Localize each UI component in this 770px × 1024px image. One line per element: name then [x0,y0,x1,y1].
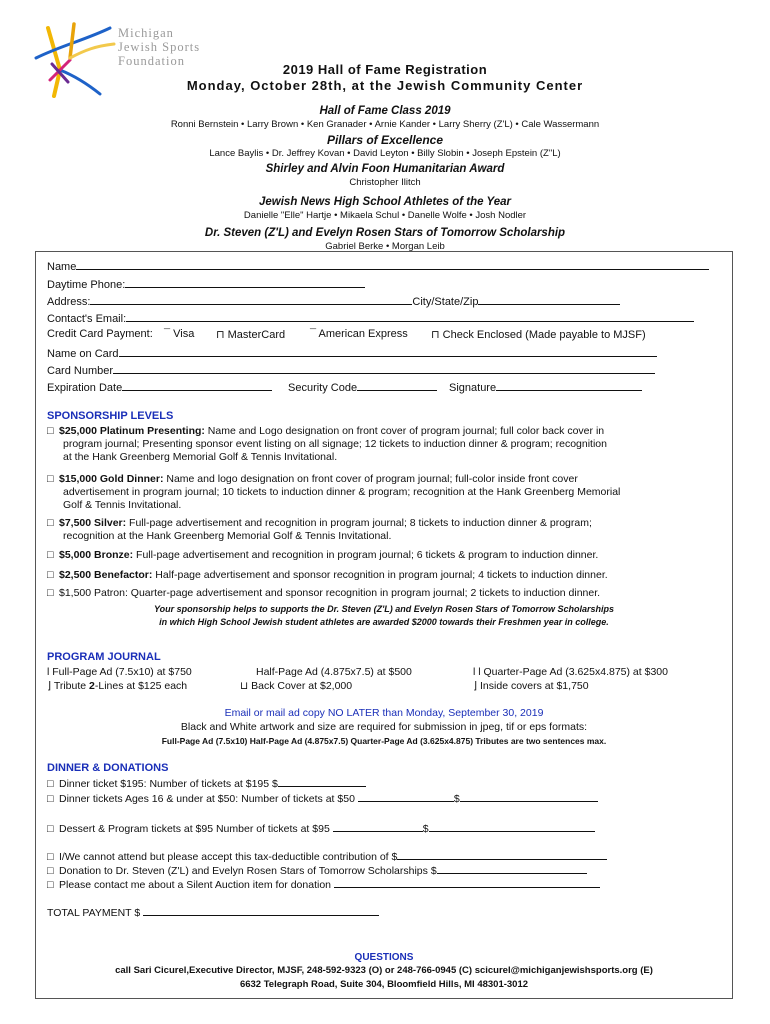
checkbox-icon: □ [47,473,54,485]
logo-line-3: Foundation [118,54,185,68]
honoree-names: Danielle "Elle" Hartje • Mikaela Schul • Danelle Wolfe • Josh Nodler [243,210,527,221]
silent-auction-field[interactable]: □ Please contact me about a Silent Auction item for donation [47,877,600,892]
sponsor-level-platinum[interactable]: □ $25,000 Platinum Presenting: Name and Logo designation on front cover of program journal; full color back cover in program journal; Presenting sponsor event listing on all signage; 12 tickets to induction dinner & program; recognition at the Hank Greenberg Memorial Golf & Tennis Invitational. [47,425,607,463]
scholarship-note-1: Your sponsorship helps to supports the Dr. Steven (Z'L) and Evelyn Rosen Stars of Tomorrow Scholarships [153,604,615,614]
name-label: Name [47,261,77,273]
back-cover-option[interactable]: ⊔ Back Cover at $2,000 [240,680,353,692]
dinner-ticket-field[interactable]: □ Dinner ticket $195: Number of tickets at $195 $ [47,776,366,791]
daytime-phone-label: Daytime Phone: [47,279,126,291]
honoree-heading: Dr. Steven (Z'L) and Evelyn Rosen Stars of Tomorrow Scholarship [204,227,566,239]
checkbox-icon: □ [47,425,54,437]
youth-ticket-field[interactable]: □ Dinner tickets Ages 16 & under at $50: Number of tickets at $50 $ [47,791,598,806]
scholarship-donation-field[interactable]: □ Donation to Dr. Steven (Z'L) and Evelyn Rosen Stars of Tomorrow Scholarships $ [47,863,587,878]
checkbox-icon: □ [47,865,54,877]
name-on-card-field[interactable] [47,346,657,360]
honoree-heading: Hall of Fame Class 2019 [319,105,451,117]
expiration-label: Expiration Date [47,382,123,394]
sponsor-level-bronze[interactable]: □ $5,000 Bronze: Full-page advertisement and recognition in program journal; 6 tickets & program to induction dinner. [47,549,599,561]
dessert-ticket-field[interactable]: □ Dessert & Program tickets at $95 Number of tickets at $95 $ [47,821,595,836]
honoree-names: Christopher Ilitch [349,177,421,188]
name-field[interactable] [47,259,709,273]
checkbox-icon: □ [47,823,54,835]
dinner-heading: DINNER & DONATIONS [47,762,169,774]
checkbox-icon: □ [47,549,54,561]
scholarship-note-2: in which High School Jewish student athletes are awarded $2000 towards their Freshmen year in college. [159,617,609,627]
honorees-section [0,104,770,255]
mastercard-label: MasterCard [227,329,286,341]
sponsor-level-benefactor[interactable]: □ $2,500 Benefactor: Half-page advertisement and sponsor recognition in program journal; 4 tickets to induction dinner. [47,569,608,581]
honoree-heading: Shirley and Alvin Foon Humanitarian Award [265,163,505,175]
ad-deadline: Email or mail ad copy NO LATER than Monday, September 30, 2019 [224,707,544,719]
full-page-ad-option[interactable]: l Full-Page Ad (7.5x10) at $750 [47,666,192,678]
honoree-heading: Pillars of Excellence [326,133,444,147]
card-number-field[interactable] [47,363,655,377]
journal-heading: PROGRAM JOURNAL [47,651,161,663]
sponsor-level-patron[interactable]: □ $1,500 Patron: Quarter-page advertisement and sponsor recognition in program journal; 2 tickets to induction dinner. [47,587,601,599]
expiration-field[interactable] [47,380,272,394]
half-page-ad-option[interactable]: Half-Page Ad (4.875x7.5) at $500 [256,666,412,678]
honoree-heading: Jewish News High School Athletes of the Year [259,196,511,208]
email-field[interactable] [47,311,694,325]
checkbox-icon: □ [47,851,54,863]
security-code-field[interactable] [288,380,437,394]
contribution-field[interactable]: □ I/We cannot attend but please accept this tax-deductible contribution of $ [47,849,607,864]
daytime-phone-field[interactable] [47,277,365,291]
ad-formats: Black and White artwork and size are required for submission in jpeg, tif or eps formats: [180,721,588,733]
mastercard-checkbox[interactable]: ⊓ MasterCard [216,329,286,341]
logo-line-1: Michigan [118,26,174,40]
name-on-card-label: Name on Card [47,348,119,360]
address-label: Address: [47,296,91,308]
page-subtitle: Monday, October 28th, at the Jewish Community Center [186,78,584,93]
sponsor-level-silver[interactable]: □ $7,500 Silver: Full-page advertisement and recognition in program journal; 8 tickets to induction dinner & program; recognition at the Hank Greenberg Memorial Golf & Tennis Invitational. [47,517,592,542]
total-payment-field[interactable]: TOTAL PAYMENT $ [47,905,379,920]
questions-contact: call Sari Cicurel,Executive Director, MJSF, 248-592-9323 (O) or 248-766-0945 (C) scicurel@michiganjewishsports.org (E) [115,965,653,976]
check-enclosed-checkbox[interactable]: ⊓ Check Enclosed (Made payable to MJSF) [431,329,646,341]
signature-label: Signature [449,382,497,394]
questions-address: 6632 Telegraph Road, Suite 304, Bloomfield Hills, MI 48301-3012 [239,979,529,990]
visa-checkbox[interactable]: ¯ Visa [164,328,195,340]
tribute-option[interactable]: ⌋ Tribute 2-Lines at $125 each [47,680,188,692]
inside-covers-option[interactable]: ⌋ Inside covers at $1,750 [473,680,589,692]
card-number-label: Card Number [47,365,114,377]
sponsorship-heading: SPONSORSHIP LEVELS [47,410,174,422]
ad-sizes: Full-Page Ad (7.5x10) Half-Page Ad (4.875x7.5) Quarter-Page Ad (3.625x4.875) Tributes are two sentences max. [161,736,607,746]
logo-line-2: Jewish Sports [118,40,201,54]
amex-checkbox[interactable]: ¯ American Express [310,328,408,340]
address-field[interactable] [47,294,620,308]
sponsor-level-gold[interactable]: □ $15,000 Gold Dinner: Name and logo designation on front cover of program journal; full-color inside front cover advertisement in program journal; 10 tickets to induction dinner & program; recognition at the Hank Greenberg Memorial Golf & Tennis Invitational. [47,473,621,511]
checkbox-icon: □ [47,778,54,790]
checkbox-icon: □ [47,879,54,891]
honoree-names: Ronni Bernstein • Larry Brown • Ken Granader • Arnie Kander • Larry Sherry (Z'L) • Cale Wassermann [170,119,600,130]
checkbox-icon: □ [47,517,54,529]
page-title: 2019 Hall of Fame Registration [282,62,488,77]
check-label: Check Enclosed (Made payable to MJSF) [442,329,646,341]
cc-label: Credit Card Payment: [47,328,153,340]
checkbox-icon: □ [47,569,54,581]
amex-label: American Express [318,328,408,340]
email-label: Contact's Email: [47,313,127,325]
honoree-names: Lance Baylis • Dr. Jeffrey Kovan • David Leyton • Billy Slobin • Joseph Epstein (Z"L) [209,148,561,159]
honoree-names: Gabriel Berke • Morgan Leib [325,241,445,252]
city-state-zip-label: City/State/Zip [412,296,479,308]
signature-field[interactable] [449,380,642,394]
security-label: Security Code [288,382,358,394]
quarter-page-ad-option[interactable]: l l Quarter-Page Ad (3.625x4.875) at $300 [473,666,668,678]
questions-heading: QUESTIONS [354,952,414,963]
visa-label: Visa [173,328,195,340]
credit-card-payment [47,328,153,340]
checkbox-icon: □ [47,587,54,599]
checkbox-icon: □ [47,793,54,805]
